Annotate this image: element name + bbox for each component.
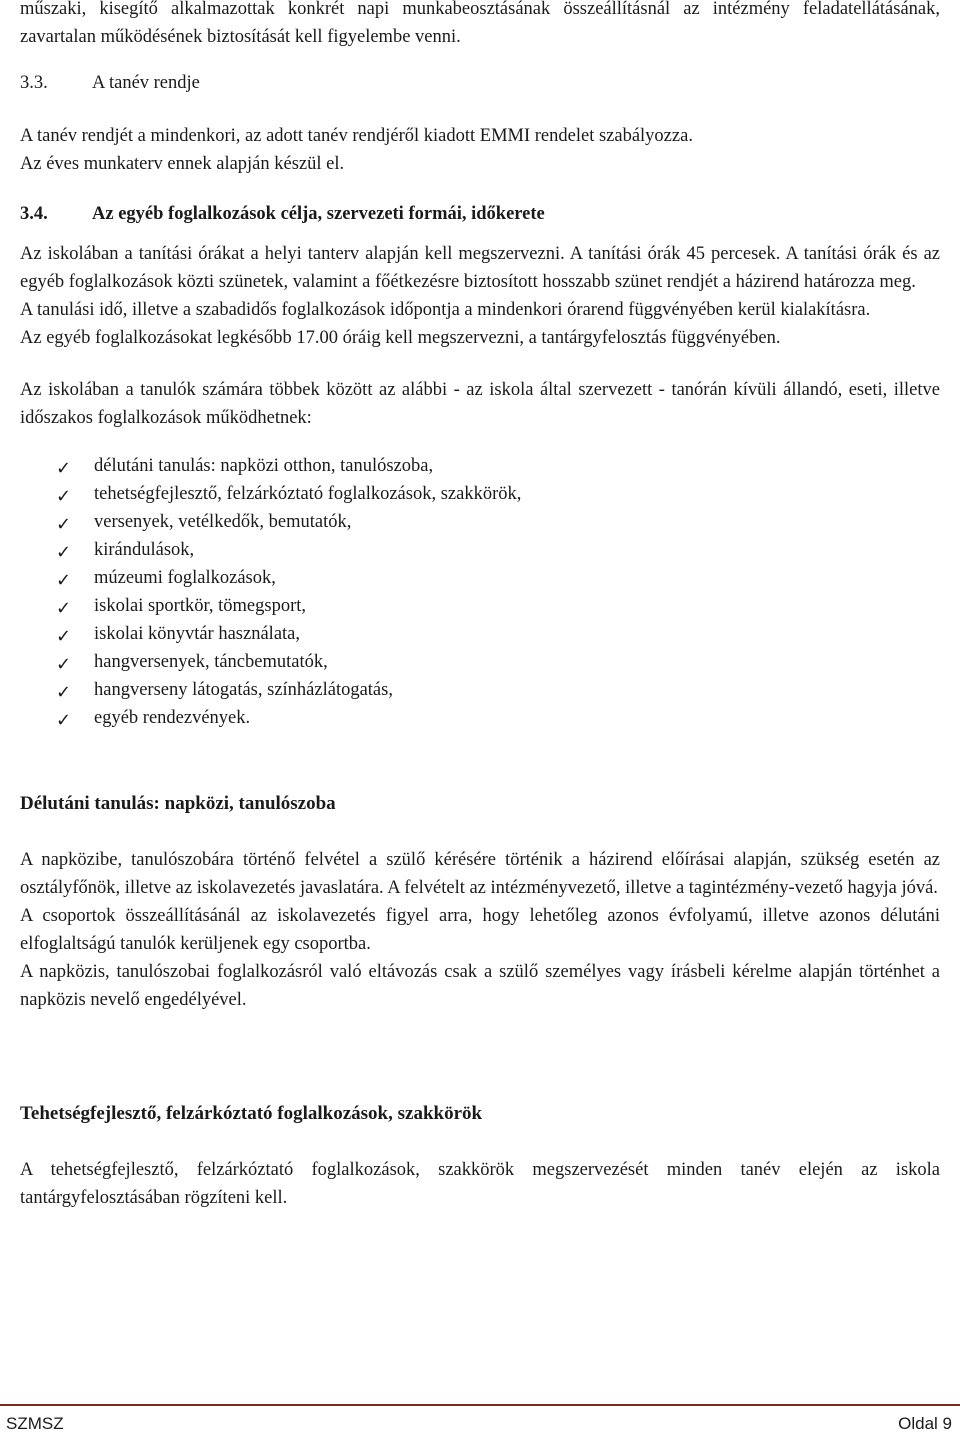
paragraph: A tanév rendjét a mindenkori, az adott tanév rendjéről kiadott EMMI rendelet szabályozza. — [20, 126, 693, 146]
paragraph: A napközis, tanulószobai foglalkozásról való eltávozás csak a szülő személyes vagy írásbeli kérelme alapján történhet a napközis nevelő engedélyével. — [20, 962, 940, 1010]
check-icon: ✓ — [56, 514, 72, 535]
section-number: 3.4. — [20, 204, 48, 224]
section-number: 3.3. — [20, 73, 48, 93]
activity-checklist — [20, 452, 940, 732]
document-page — [20, 0, 940, 1212]
check-icon: ✓ — [56, 486, 72, 507]
check-icon: ✓ — [56, 598, 72, 619]
list-item: ✓ tehetségfejlesztő, felzárkóztató foglalkozások, szakkörök, — [56, 480, 940, 508]
check-icon: ✓ — [56, 710, 72, 731]
list-item: ✓ iskolai könyvtár használata, — [56, 620, 940, 648]
footer-page-number: Oldal 9 — [898, 1414, 952, 1433]
check-icon: ✓ — [56, 626, 72, 647]
paragraph: Az éves munkaterv ennek alapján készül el. — [20, 154, 345, 174]
list-item: ✓ hangversenyek, táncbemutatók, — [56, 648, 940, 676]
tehetseg-heading: Tehetségfejlesztő, felzárkóztató foglalkozások, szakkörök — [20, 1103, 483, 1124]
section-3-4-heading — [20, 200, 940, 228]
section-title: A tanév rendje — [92, 73, 200, 93]
paragraph: A csoportok összeállításánál az iskolavezetés figyel arra, hogy lehetőleg azonos évfolyamú, illetve azonos délutáni elfoglaltságú tanulók kerüljenek egy csoportba. — [20, 906, 940, 954]
footer-doc-name: SZMSZ — [6, 1414, 64, 1433]
list-item: ✓ hangverseny látogatás, színházlátogatás, — [56, 676, 940, 704]
list-item: ✓ múzeumi foglalkozások, — [56, 564, 940, 592]
section-3-3-heading — [20, 69, 940, 97]
paragraph: Az egyéb foglalkozásokat legkésőbb 17.00 óráig kell megszervezni, a tantárgyfelosztás függvényében. — [20, 328, 781, 348]
paragraph: A tehetségfejlesztő, felzárkóztató foglalkozások, szakkörök megszervezését minden tanév elején az iskola tantárgyfelosztásában rögzíteni kell. — [20, 1160, 940, 1208]
paragraph: A napközibe, tanulószobára történő felvétel a szülő kérésére történik a házirend előírásai alapján, szükség esetén az osztályfőnök, illetve az iskolavezetés javaslatára. A felvételt az intézményvezető, illetve a tagintézmény-vezető hagyja jóvá. — [20, 850, 940, 898]
napkozi-heading: Délutáni tanulás: napközi, tanulószoba — [20, 793, 336, 814]
section-title: Az egyéb foglalkozások célja, szervezeti formái, időkerete — [92, 204, 545, 224]
list-item: ✓ délutáni tanulás: napközi otthon, tanulószoba, — [56, 452, 940, 480]
list-item: ✓ egyéb rendezvények. — [56, 704, 940, 732]
check-icon: ✓ — [56, 682, 72, 703]
check-icon: ✓ — [56, 542, 72, 563]
check-icon: ✓ — [56, 654, 72, 675]
list-item: ✓ versenyek, vetélkedők, bemutatók, — [56, 508, 940, 536]
check-icon: ✓ — [56, 570, 72, 591]
check-icon: ✓ — [56, 458, 72, 479]
page-footer — [0, 1404, 960, 1437]
paragraph: A tanulási idő, illetve a szabadidős foglalkozások időpontja a mindenkori órarend függvényében kerül kialakításra. — [20, 300, 871, 320]
list-item: ✓ iskolai sportkör, tömegsport, — [56, 592, 940, 620]
top-paragraph: műszaki, kisegítő alkalmazottak konkrét napi munkabeosztásának összeállításnál az intézmény feladatellátásának, zavartalan működésének biztosítását kell figyelembe venni. — [20, 0, 940, 47]
list-item: ✓ kirándulások, — [56, 536, 940, 564]
paragraph: Az iskolában a tanítási órákat a helyi tanterv alapján kell megszervezni. A tanítási órák 45 percesek. A tanítási órák és az egyéb foglalkozások közti szünetek, valamint a főétkezésre biztosított hosszabb szünet rendjét a házirend határozza meg. — [20, 244, 940, 292]
list-intro: Az iskolában a tanulók számára többek között az alábbi - az iskola által szervezett - tanórán kívüli állandó, eseti, illetve időszakos foglalkozások működhetnek: — [20, 380, 940, 428]
